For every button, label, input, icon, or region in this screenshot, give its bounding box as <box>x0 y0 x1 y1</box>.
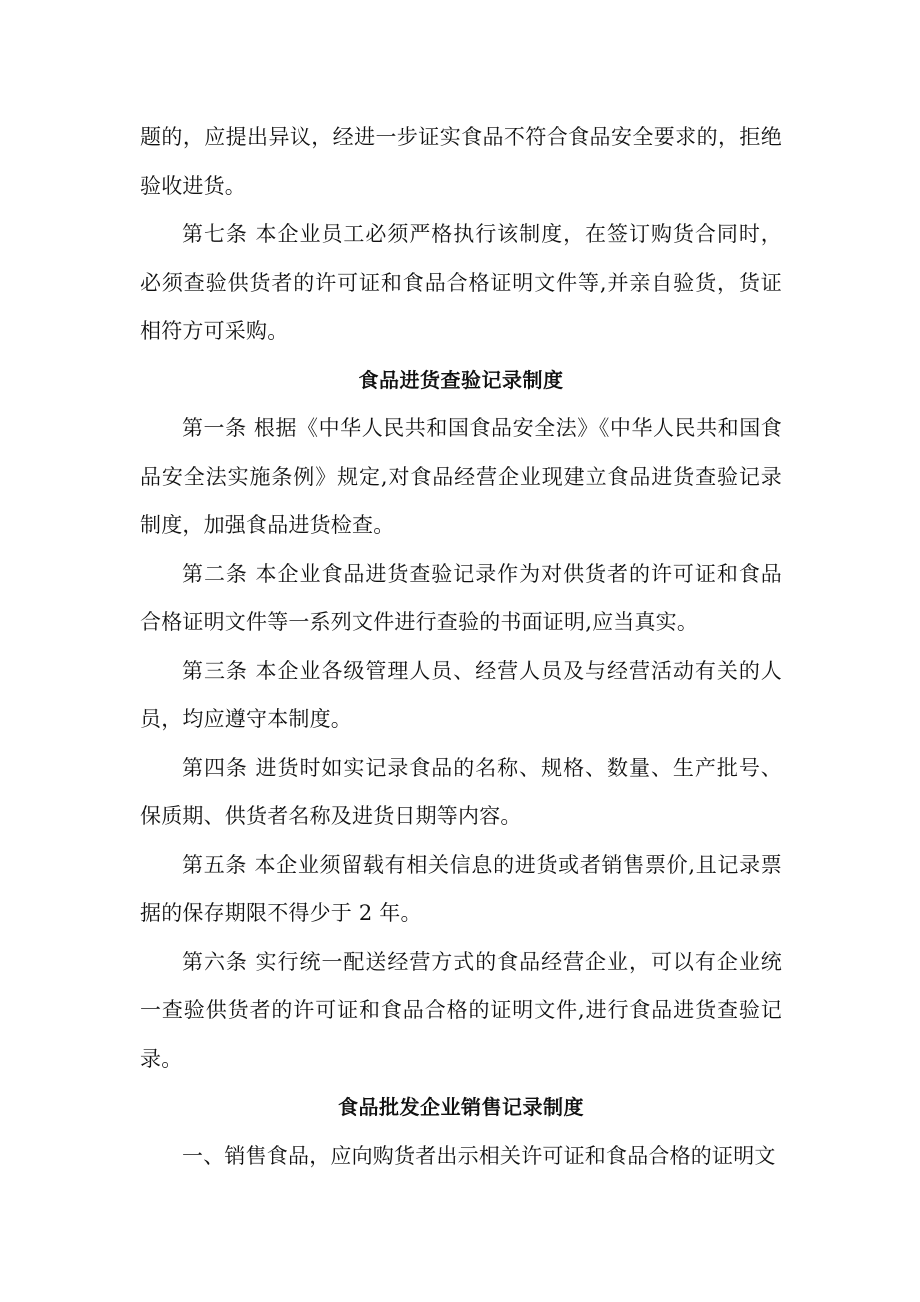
section-title-purchase-inspection: 食品进货查验记录制度 <box>358 367 564 392</box>
article-two: 第二条 本企业食品进货查验记录作为对供货者的许可证和食品合格证明文件等一系列文件进行查验的书面证明,应当真实。 <box>140 561 782 634</box>
article-five: 第五条 本企业须留载有相关信息的进货或者销售票价,且记录票据的保存期限不得少于 2 年。 <box>140 852 782 925</box>
sales-item-one: 一、销售食品，应向购货者出示相关许可证和食品合格的证明文 <box>182 1143 776 1168</box>
article-three: 第三条 本企业各级管理人员、经营人员及与经营活动有关的人员，均应遵守本制度。 <box>140 658 782 731</box>
paragraph-continuation: 题的，应提出异议，经进一步证实食品不符合食品安全要求的，拒绝验收进货。 <box>140 125 782 198</box>
article-seven: 第七条 本企业员工必须严格执行该制度，在签订购货合同时，必须查验供货者的许可证和食品合格证明文件等,并亲自验货，货证相符方可采购。 <box>140 222 782 343</box>
section-title-wholesale-sales: 食品批发企业销售记录制度 <box>338 1095 584 1119</box>
document-body <box>140 113 782 1180</box>
article-six: 第六条 实行统一配送经营方式的食品经营企业，可以有企业统一查验供货者的许可证和食品合格的证明文件,进行食品进货查验记录。 <box>140 949 782 1071</box>
article-one: 第一条 根据《中华人民共和国食品安全法》《中华人民共和国食品安全法实施条例》规定,对食品经营企业现建立食品进货查验记录制度，加强食品进货检查。 <box>140 416 782 537</box>
article-four: 第四条 进货时如实记录食品的名称、规格、数量、生产批号、保质期、供货者名称及进货日期等内容。 <box>140 755 782 828</box>
